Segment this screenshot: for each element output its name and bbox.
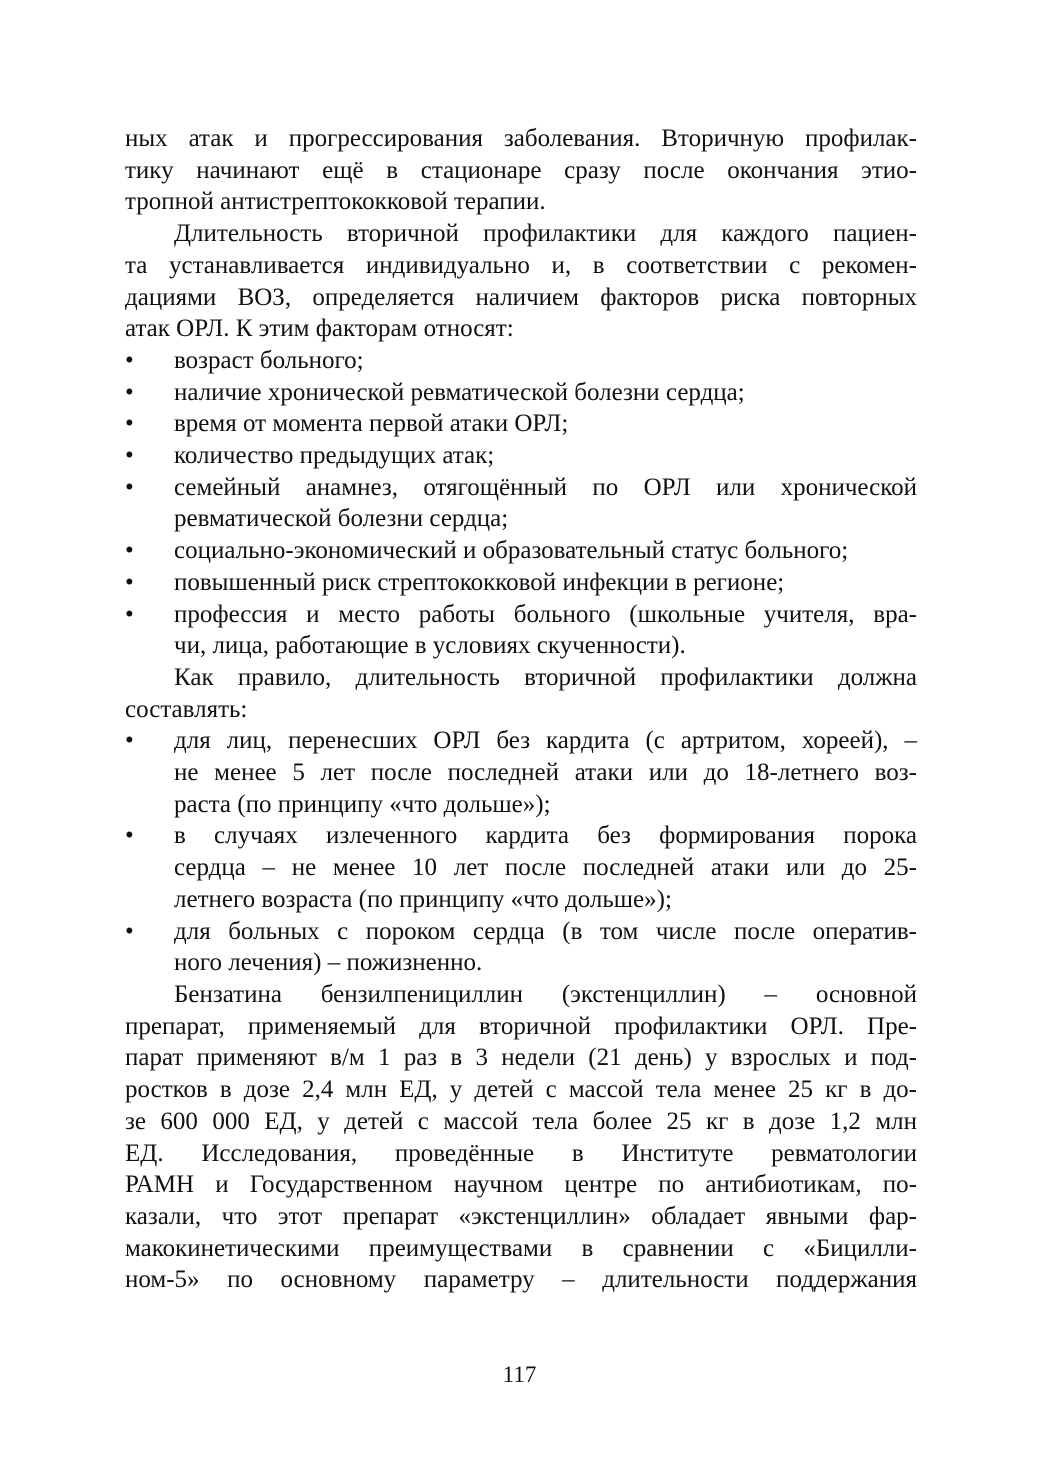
paragraph-3 — [125, 662, 917, 725]
list-item — [125, 440, 917, 472]
text-line: летнего возраста (по принципу «что дольше»); — [174, 885, 672, 913]
list-item — [125, 345, 917, 377]
paragraph-4 — [125, 979, 917, 1296]
text-line: РАМН и Государственном научном центре по антибиотикам, по- — [125, 1171, 917, 1199]
text-line: казали, что этот препарат «экстенциллин» обладает явными фар- — [125, 1202, 917, 1230]
text-line: ростков в дозе 2,4 млн ЕД, у детей с массой тела менее 25 кг в до- — [125, 1076, 917, 1104]
list-item — [125, 916, 917, 979]
risk-factors-list — [125, 345, 917, 662]
text-line: зе 600 000 ЕД, у детей с массой тела более 25 кг в дозе 1,2 млн — [125, 1107, 917, 1135]
list-item — [125, 408, 917, 440]
text-line: ного лечения) – пожизненно. — [174, 949, 483, 977]
list-item — [125, 725, 917, 820]
bullet-icon: • — [125, 346, 134, 374]
bullet-icon: • — [125, 410, 134, 438]
text-line: парат применяют в/м 1 раз в 3 недели (21 день) у взрослых и под- — [125, 1044, 917, 1072]
bullet-icon: • — [125, 537, 134, 565]
text-line: препарат, применяемый для вторичной профилактики ОРЛ. Пре- — [125, 1012, 917, 1040]
list-item — [125, 472, 917, 535]
text-line: тику начинают ещё в стационаре сразу после окончания этио- — [125, 156, 917, 184]
text-line: атак ОРЛ. К этим факторам относят: — [125, 315, 514, 343]
bullet-icon: • — [125, 473, 134, 501]
text-line: тропной антистрептококковой терапии. — [125, 188, 546, 216]
text-line: для лиц, перенесших ОРЛ без кардита (с артритом, хореей), – — [174, 727, 917, 755]
text-line: ревматической болезни сердца; — [174, 505, 509, 533]
page-number: 117 — [502, 1362, 537, 1387]
bullet-icon: • — [125, 378, 134, 406]
text-line: количество предыдущих атак; — [174, 442, 495, 470]
text-line: Длительность вторичной профилактики для каждого пациен- — [174, 220, 917, 248]
list-item — [125, 567, 917, 599]
text-line: для больных с пороком сердца (в том числе после оператив- — [174, 917, 917, 945]
text-line: раста (по принципу «что дольше»); — [174, 790, 551, 818]
text-line: та устанавливается индивидуально и, в соответствии с рекомен- — [125, 251, 917, 279]
page-body — [125, 123, 917, 1296]
text-line: ном-5» по основному параметру – длительности поддержания — [125, 1266, 917, 1294]
paragraph-2 — [125, 218, 917, 345]
text-line: не менее 5 лет после последней атаки или до 18-летнего воз- — [174, 759, 917, 787]
list-item — [125, 599, 917, 662]
bullet-icon: • — [125, 600, 134, 628]
text-line: повышенный риск стрептококковой инфекции в регионе; — [174, 568, 785, 596]
text-line: Бензатина бензилпенициллин (экстенциллин) – основной — [174, 980, 917, 1008]
text-line: макокинетическими преимуществами в сравнении с «Бицилли- — [125, 1234, 917, 1262]
text-line: дациями ВОЗ, определяется наличием факторов риска повторных — [125, 283, 917, 311]
text-line: сердца – не менее 10 лет после последней атаки или до 25- — [174, 854, 917, 882]
text-line: Как правило, длительность вторичной профилактики должна — [174, 663, 917, 691]
text-line: чи, лица, работающие в условиях скученности). — [174, 632, 686, 660]
text-line: семейный анамнез, отягощённый по ОРЛ или хронической — [174, 473, 917, 501]
text-line: возраст больного; — [174, 346, 364, 374]
durations-list — [125, 725, 917, 979]
bullet-icon: • — [125, 442, 134, 470]
bullet-icon: • — [125, 917, 134, 945]
list-item — [125, 820, 917, 915]
list-item — [125, 377, 917, 409]
text-line: профессия и место работы больного (школьные учителя, вра- — [174, 600, 917, 628]
text-line: наличие хронической ревматической болезни сердца; — [174, 378, 745, 406]
text-line: ЕД. Исследования, проведённые в Институте ревматологии — [125, 1139, 917, 1167]
text-line: в случаях излеченного кардита без формирования порока — [174, 822, 917, 850]
text-line: время от момента первой атаки ОРЛ; — [174, 410, 569, 438]
bullet-icon: • — [125, 568, 134, 596]
bullet-icon: • — [125, 727, 134, 755]
text-line: составлять: — [125, 695, 248, 723]
bullet-icon: • — [125, 822, 134, 850]
list-item — [125, 535, 917, 567]
text-line: ных атак и прогрессирования заболевания. Вторичную профилак- — [125, 125, 917, 152]
text-line: социально-экономический и образовательный статус больного; — [174, 537, 849, 565]
paragraph-1 — [125, 123, 917, 218]
